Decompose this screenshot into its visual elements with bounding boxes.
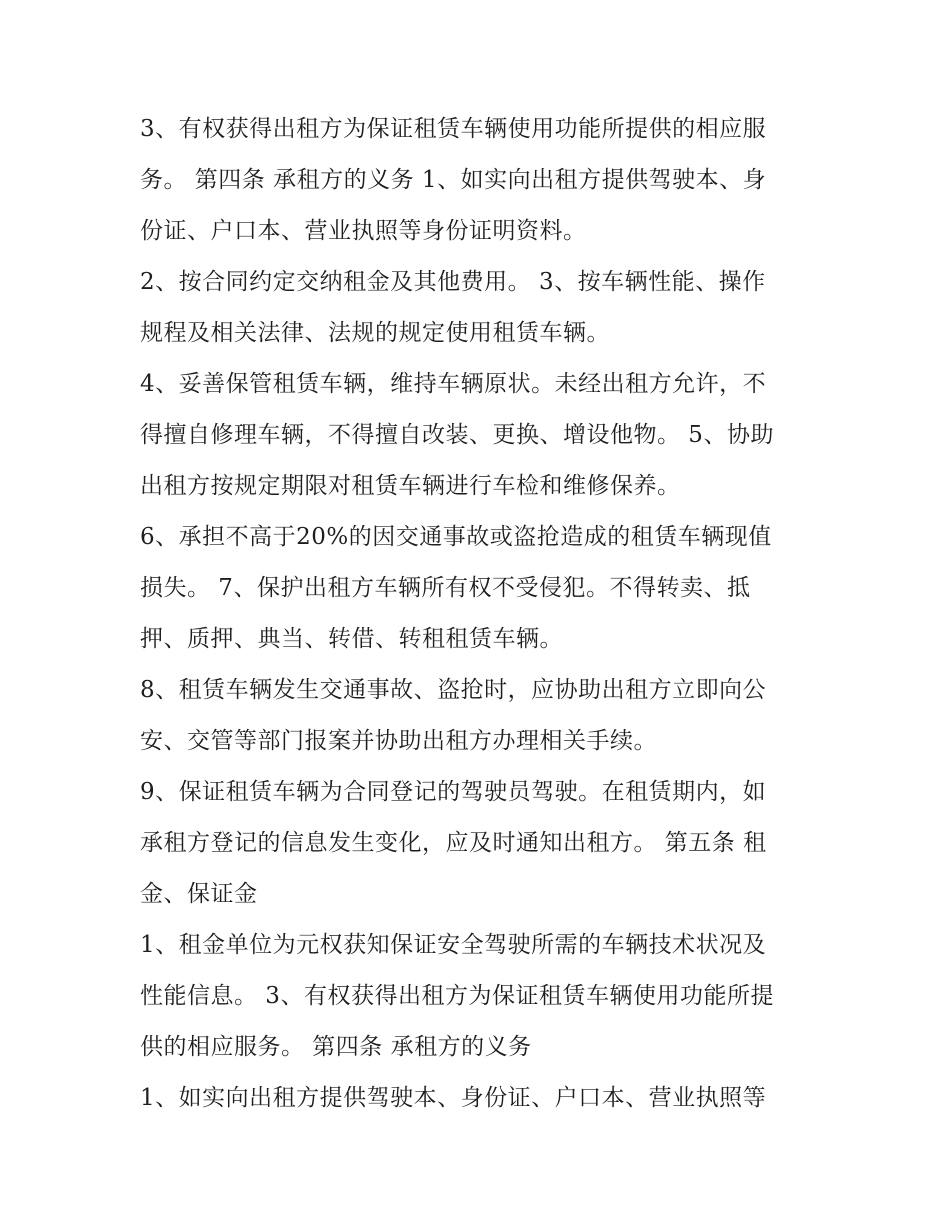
text-line: 出租方按规定期限对租赁车辆进行车检和维修保养。 [140, 473, 681, 499]
text-line: 安、交管等部门报案并协助出租方办理相关手续。 [140, 728, 657, 754]
text-line: 得擅自修理车辆，不得擅自改装、更换、增设他物。 5、协助 [140, 422, 774, 448]
text-line: 3、有权获得出租方为保证租赁车辆使用功能所提供的相应服 [140, 116, 767, 142]
text-line: 规程及相关法律、法规的规定使用租赁车辆。 [140, 320, 610, 346]
paragraph-obligation-9 [140, 767, 820, 920]
paragraph-obligation-8 [140, 665, 820, 767]
paragraph-obligation-2-3 [140, 257, 820, 359]
text-line: 务。 第四条 承租方的义务 1、如实向出租方提供驾驶本、身 [140, 167, 767, 193]
document-body [140, 104, 820, 1124]
text-line: 4、妥善保管租赁车辆，维持车辆原状。未经出租方允许，不 [140, 371, 767, 397]
text-line: 金、保证金 [140, 881, 258, 907]
text-line: 1、租金单位为元权获知保证安全驾驶所需的车辆技术状况及 [140, 932, 767, 958]
text-line: 1、如实向出租方提供驾驶本、身份证、户口本、营业执照等 [140, 1085, 767, 1111]
paragraph-lessee-right-3 [140, 104, 820, 257]
text-line: 押、质押、典当、转借、转租租赁车辆。 [140, 626, 563, 652]
text-line: 2、按合同约定交纳租金及其他费用。 3、按车辆性能、操作 [140, 269, 766, 295]
text-line: 份证、户口本、营业执照等身份证明资料。 [140, 218, 587, 244]
paragraph-obligation-1 [140, 1073, 820, 1124]
text-line: 9、保证租赁车辆为合同登记的驾驶员驾驶。在租赁期内，如 [140, 779, 767, 805]
paragraph-obligation-4-5 [140, 359, 820, 512]
text-line: 损失。 7、保护出租方车辆所有权不受侵犯。不得转卖、抵 [140, 575, 751, 601]
text-line: 8、租赁车辆发生交通事故、盗抢时，应协助出租方立即向公 [140, 677, 767, 703]
text-line: 承租方登记的信息发生变化，应及时通知出租方。 第五条 租 [140, 830, 767, 856]
text-line: 性能信息。 3、有权获得出租方为保证租赁车辆使用功能所提 [140, 983, 774, 1009]
paragraph-obligation-6-7 [140, 512, 820, 665]
paragraph-rent-1 [140, 920, 820, 1073]
text-line: 6、承担不高于20%的因交通事故或盗抢造成的租赁车辆现值 [140, 524, 772, 550]
text-line: 供的相应服务。 第四条 承租方的义务 [140, 1034, 532, 1060]
